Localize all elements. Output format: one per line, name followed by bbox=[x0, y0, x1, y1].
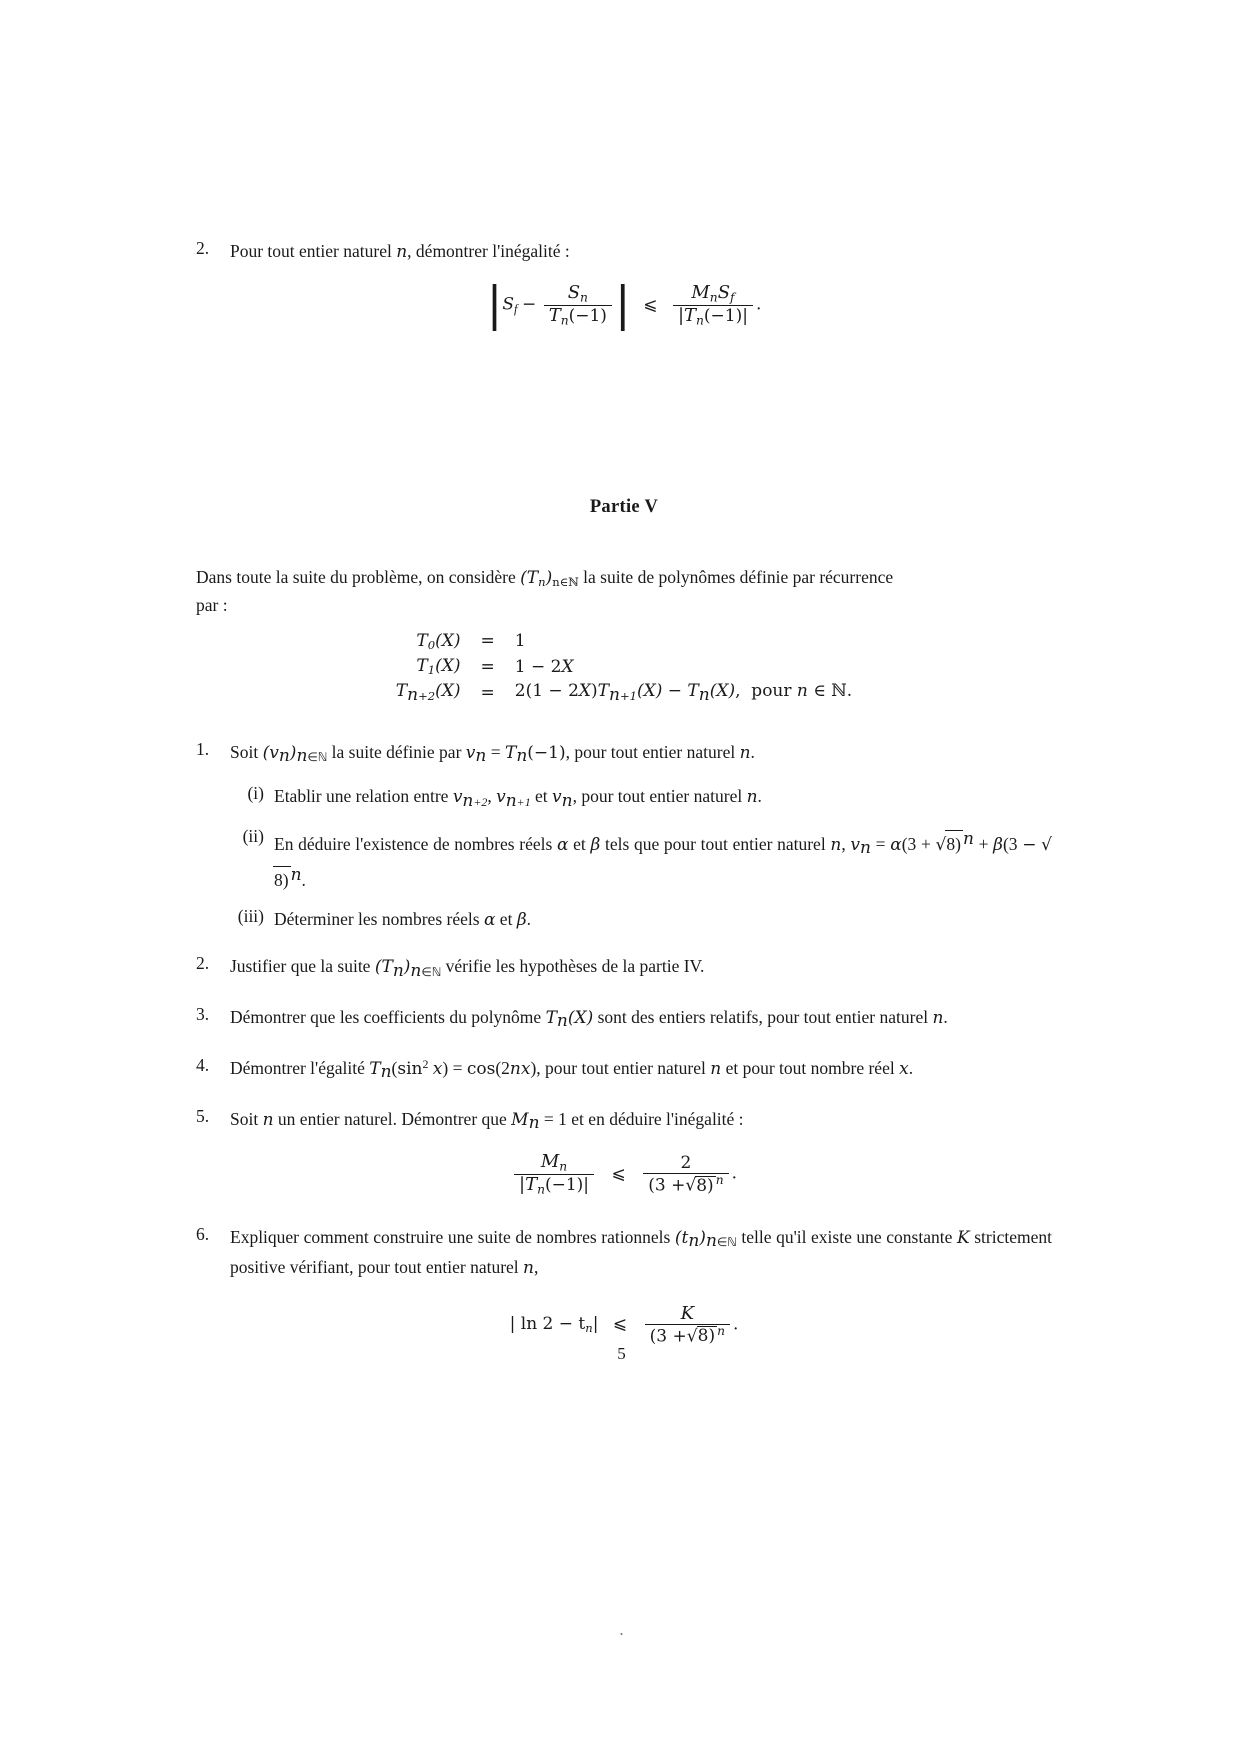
table-row bbox=[390, 679, 858, 706]
question-3-body: Démontrer que les coefficients du polynôme $T_n(X)$ sont des entiers relatifs, pour tout entier naturel n. bbox=[230, 1007, 948, 1032]
question-1 bbox=[196, 739, 1052, 770]
question-1-sub-iii-label: (iii) bbox=[237, 906, 264, 927]
question-1-sub-i-label: (i) bbox=[247, 783, 264, 804]
formula-q6: | $\ln 2 - t_n|$ ⩽ $\frac{K}{(3 +√8) ^n}$ . bbox=[509, 1302, 739, 1347]
question-1-sub-i-text: Etablir une relation entre $v_{n+2}$, $v_{n+1}$ et $v_n$, pour tout entier naturel n. bbox=[274, 786, 762, 811]
question-5-label: 5. bbox=[196, 1105, 210, 1126]
question-6-label: 6. bbox=[196, 1223, 210, 1244]
intro-paragraph: Dans toute la suite du problème, on considère $(T_n)_{n\in ℕ}$ la suite de polynômes définie par récurrence par : bbox=[196, 566, 894, 615]
fraction-sn-tn: $\frac{S_n}{T_n(-1)}$ bbox=[544, 283, 612, 328]
recurrence-rhs: $2(1 - 2X)T_{n+1}(X) - T_n(X)$, pour n ∈ ℕ. bbox=[514, 681, 853, 705]
question-2-label: 2. bbox=[196, 238, 210, 258]
question-3-label: 3. bbox=[196, 1004, 210, 1025]
abs-bar-right: | bbox=[614, 278, 631, 333]
page-content bbox=[196, 238, 1052, 1364]
question-1-sub-iii-text: Déterminer les nombres réels α et β. bbox=[274, 909, 532, 931]
suite-tn-symbol: $(T_n)_{n\in ℕ}$ bbox=[520, 567, 579, 589]
question-4 bbox=[196, 1055, 1052, 1086]
recurrence-rhs: 1 − 2X bbox=[514, 656, 574, 677]
question-1-sub-ii-label: (ii) bbox=[242, 825, 264, 846]
fraction-2-over-3plussqrt8: $\frac{2}{(3 +√8) ^n}$ bbox=[643, 1154, 728, 1196]
question-2-continued bbox=[196, 238, 1052, 265]
question-5 bbox=[196, 1106, 1052, 1137]
question-4-body: Démontrer l'égalité $T_n(\sin^2$ x) = cos(2nx), pour tout entier naturel n et pour tout nombre réel x. bbox=[230, 1056, 914, 1083]
part-title: Partie V bbox=[589, 496, 659, 517]
question-3 bbox=[196, 1004, 1052, 1035]
variable-n: n bbox=[396, 242, 408, 262]
fraction-mn-tn: $\frac{M_n}{|T_n(-1)|}$ bbox=[514, 1152, 594, 1197]
recurrence-lhs: $T_0(X)$ bbox=[416, 630, 461, 653]
recurrence-eq: = bbox=[480, 631, 495, 652]
recurrence-table bbox=[390, 629, 858, 707]
recurrence-eq: = bbox=[480, 656, 495, 677]
question-5-body: Soit n un entier naturel. Démontrer que $M_n = 1$ et en déduire l'inégalité : bbox=[230, 1108, 744, 1133]
question-2 bbox=[196, 953, 1052, 984]
question-1-text: Soit $(v_n)_{n\in ℕ}$ la suite définie par $v_n = T_n(-1)$, pour tout entier naturel n. bbox=[230, 741, 755, 766]
recurrence-eq: = bbox=[480, 682, 495, 703]
formula-q6-lhs: | $\ln 2 - t_n|$ bbox=[509, 1313, 599, 1336]
recurrence-lhs: $T_1(X)$ bbox=[416, 656, 461, 678]
table-row bbox=[390, 654, 858, 679]
question-4-label: 4. bbox=[196, 1054, 210, 1075]
formula-q2: $|S_f$ − $\frac{S_n}{T_n(-1)}$ | ⩽ $\frac{M_nS_f}{|T_n(-1)|}$ . bbox=[486, 278, 762, 333]
question-1-sub-i bbox=[230, 783, 1052, 814]
recurrence-lhs: $T_{n+2}(X)$ bbox=[395, 681, 461, 705]
page-number: 5 bbox=[617, 1344, 626, 1363]
question-6-body: Expliquer comment construire une suite de nombres rationnels $(t_n)_{n\in ℕ}$ telle qu'il existe une constante K strictement positive vérifiant, pour tout entier naturel n, bbox=[230, 1226, 1052, 1279]
question-2-label: 2. bbox=[196, 953, 210, 974]
table-row bbox=[390, 629, 858, 654]
question-6 bbox=[196, 1224, 1052, 1282]
question-1-sub-ii-text: En déduire l'existence de nombres réels α et β tels que pour tout entier naturel n, $v_n = \alpha(3 + √8) ^n + \beta(3 - √8)$ $^n$. bbox=[274, 826, 1052, 894]
question-2-text: Pour tout entier naturel n, démontrer l'inégalité : bbox=[230, 241, 570, 262]
recurrence-rhs: 1 bbox=[514, 631, 526, 652]
question-1-sub-ii bbox=[230, 826, 1052, 894]
fraction-k-over-3plussqrt8: $\frac{K}{(3 +√8) ^n}$ bbox=[645, 1304, 730, 1347]
question-1-sub-iii bbox=[230, 906, 1052, 933]
recurrence-definition bbox=[196, 629, 1052, 707]
fraction-mnsf-tn: $\frac{M_nS_f}{|T_n(-1)|}$ bbox=[673, 283, 753, 328]
footer-mark: . bbox=[619, 1620, 624, 1639]
question-1-label: 1. bbox=[196, 738, 210, 759]
question-2-body: Justifier que la suite $(T_n)_{n\in ℕ}$ vérifie les hypothèses de la partie IV. bbox=[230, 956, 705, 981]
formula-q5: $\frac{M_n}{|T_n(-1)|}$ ⩽ $\frac{2}{(3 +√8) ^n}$ . bbox=[196, 1152, 1052, 1197]
abs-bar-left: | bbox=[486, 278, 503, 333]
